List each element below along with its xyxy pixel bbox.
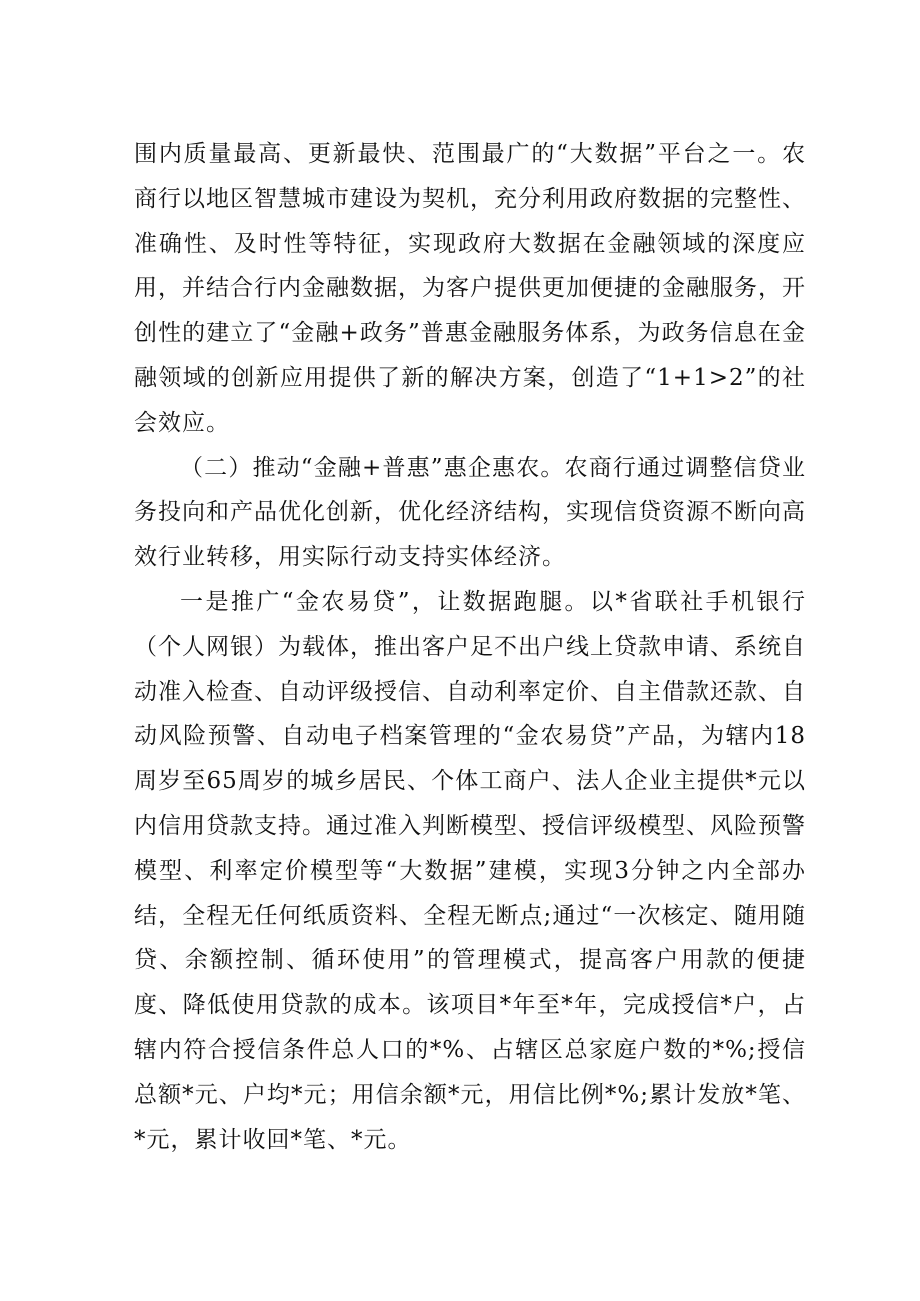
paragraph-2: （二）推动“金融+普惠”惠企惠农。农商行通过调整信贷业务投向和产品优化创新，优化经济结构，实现信贷资源不断向高效行业转移，用实际行动支持实体经济。 <box>134 454 806 571</box>
document-body <box>134 132 806 1162</box>
paragraph-3: 一是推广“金农易贷”，让数据跑腿。以*省联社手机银行（个人网银）为载体，推出客户足不出户线上贷款申请、系统自动准入检查、自动评级授信、自动利率定价、自主借款还款、自动风险预警、自动电子档案管理的“金农易贷”产品，为辖内18周岁至65周岁的城乡居民、个体工商户、法人企业主提供*元以内信用贷款支持。通过准入判断模型、授信评级模型、风险预警模型、利率定价模型等“大数据”建模，实现3分钟之内全部办结，全程无任何纸质资料、全程无断点;通过“一次核定、随用随贷、余额控制、循环使用”的管理模式，提高客户用款的便捷度、降低使用贷款的成本。该项目*年至*年，完成授信*户，占辖内符合授信条件总人口的*%、占辖区总家庭户数的*%;授信总额*元、户均*元；用信余额*元，用信比例*%;累计发放*笔、*元，累计收回*笔、*元。 <box>134 588 806 1153</box>
paragraph-1: 围内质量最高、更新最快、范围最广的“大数据”平台之一。农商行以地区智慧城市建设为契机，充分利用政府数据的完整性、准确性、及时性等特征，实现政府大数据在金融领域的深度应用，并结合行内金融数据，为客户提供更加便捷的金融服务，开创性的建立了“金融+政务”普惠金融服务体系，为政务信息在金融领域的创新应用提供了新的解决方案，创造了“1+1>2”的社会效应。 <box>134 141 806 436</box>
